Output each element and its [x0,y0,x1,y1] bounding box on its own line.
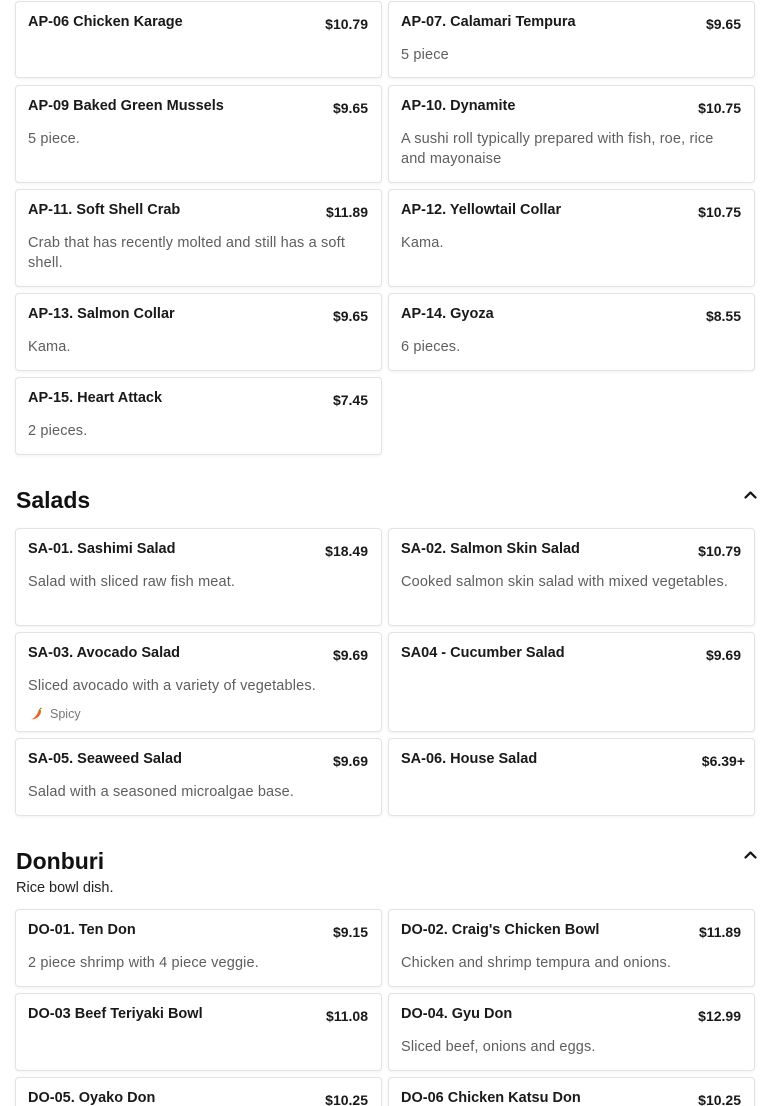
item-name: AP-15. Heart Attack [28,390,163,406]
item-price: $11.89 [325,204,368,220]
item-description: Salad with sliced raw fish meat. [28,574,236,590]
menu-item-card[interactable] [15,189,382,287]
item-name: DO-02. Craig's Chicken Bowl [401,922,600,938]
menu-item-card[interactable] [15,632,382,732]
section-title-donburi: Donburi [16,848,105,874]
item-description: Salad with a seasoned microalgae base. [28,784,295,800]
item-name: DO-01. Ten Don [28,922,136,938]
item-price: $7.45 [332,392,368,408]
chevron-up-icon[interactable] [742,486,758,502]
item-name: AP-10. Dynamite [401,98,516,114]
item-price: $12.99 [698,1008,741,1024]
item-description: Kama. [401,235,444,251]
item-price: $18.49 [325,543,368,559]
item-name: DO-04. Gyu Don [401,1006,513,1022]
item-name: DO-03 Beef Teriyaki Bowl [28,1006,203,1022]
item-price: $10.75 [698,204,741,220]
item-price: $11.08 [325,1008,368,1024]
item-price: $9.69 [705,647,741,663]
item-name: AP-09 Baked Green Mussels [28,98,224,114]
item-name: DO-06 Chicken Katsu Don [401,1090,581,1106]
item-price: $10.79 [698,543,741,559]
item-description: Cooked salmon skin salad with mixed vegetables. [401,574,729,590]
menu-item-card[interactable] [388,1,755,78]
item-name: AP-14. Gyoza [401,306,494,322]
item-name: AP-06 Chicken Karage [28,14,183,30]
menu-item-card[interactable] [388,632,755,732]
item-name: AP-12. Yellowtail Collar [401,202,562,218]
item-description: 6 pieces. [401,339,461,355]
item-description: Chicken and shrimp tempura and onions. [401,955,672,971]
item-description: Crab that has recently molted and still has a soft shell. [28,235,345,271]
item-price: $10.79 [325,16,368,32]
item-name: SA04 - Cucumber Salad [401,645,565,661]
item-name: SA-01. Sashimi Salad [28,541,176,557]
menu-item-card[interactable] [388,738,755,816]
item-name: SA-06. House Salad [401,751,538,767]
menu-item-card[interactable] [15,377,382,455]
item-price: $11.89 [698,924,741,940]
menu-item-card[interactable] [15,293,382,371]
menu-item-card[interactable] [388,189,755,287]
item-name: AP-13. Salmon Collar [28,306,175,322]
menu-item-card[interactable] [388,528,755,626]
menu-item-card[interactable] [388,993,755,1071]
item-name: AP-11. Soft Shell Crab [28,202,181,218]
item-price: $10.25 [698,1092,741,1106]
item-description: Sliced avocado with a variety of vegetables. [28,678,316,694]
item-name: AP-07. Calamari Tempura [401,14,576,30]
chili-pepper-icon [29,706,44,721]
menu-item-card[interactable] [15,1,382,78]
menu-item-card[interactable] [388,909,755,987]
item-price: $9.69 [332,753,368,769]
item-name: SA-05. Seaweed Salad [28,751,182,767]
item-description: Sliced beef, onions and eggs. [401,1039,596,1055]
item-description: A sushi roll typically prepared with fish, roe, rice and mayonaise [401,131,714,167]
item-price: $9.65 [332,100,368,116]
item-name: SA-02. Salmon Skin Salad [401,541,580,557]
item-price: $9.65 [705,16,741,32]
item-price: $9.65 [332,308,368,324]
menu-item-card[interactable] [15,909,382,987]
menu-item-card[interactable] [388,85,755,183]
item-name: DO-05. Oyako Don [28,1090,156,1106]
item-description: Kama. [28,339,71,355]
spicy-tag [29,706,81,721]
item-description: 5 piece. [28,131,80,147]
item-price: $9.69 [332,647,368,663]
menu-item-card[interactable] [15,993,382,1071]
item-price: $9.15 [332,924,368,940]
tag-label: Spicy [50,706,81,721]
item-name: SA-03. Avocado Salad [28,645,181,661]
item-description: 2 pieces. [28,423,88,439]
item-price: $6.39+ [701,753,745,769]
section-title-salads: Salads [16,487,91,513]
item-description: 5 piece [401,47,449,63]
chevron-up-icon[interactable] [742,846,758,862]
item-price: $10.75 [698,100,741,116]
menu-item-card[interactable] [388,1077,755,1106]
menu-item-card[interactable] [15,528,382,626]
item-price: $10.25 [325,1092,368,1106]
menu-item-card[interactable] [15,738,382,816]
item-description: 2 piece shrimp with 4 piece veggie. [28,955,259,971]
menu-item-card[interactable] [15,1077,382,1106]
menu-item-card[interactable] [388,293,755,371]
item-price: $8.55 [705,308,741,324]
section-subtitle: Rice bowl dish. [16,880,114,896]
menu-item-card[interactable] [15,85,382,183]
